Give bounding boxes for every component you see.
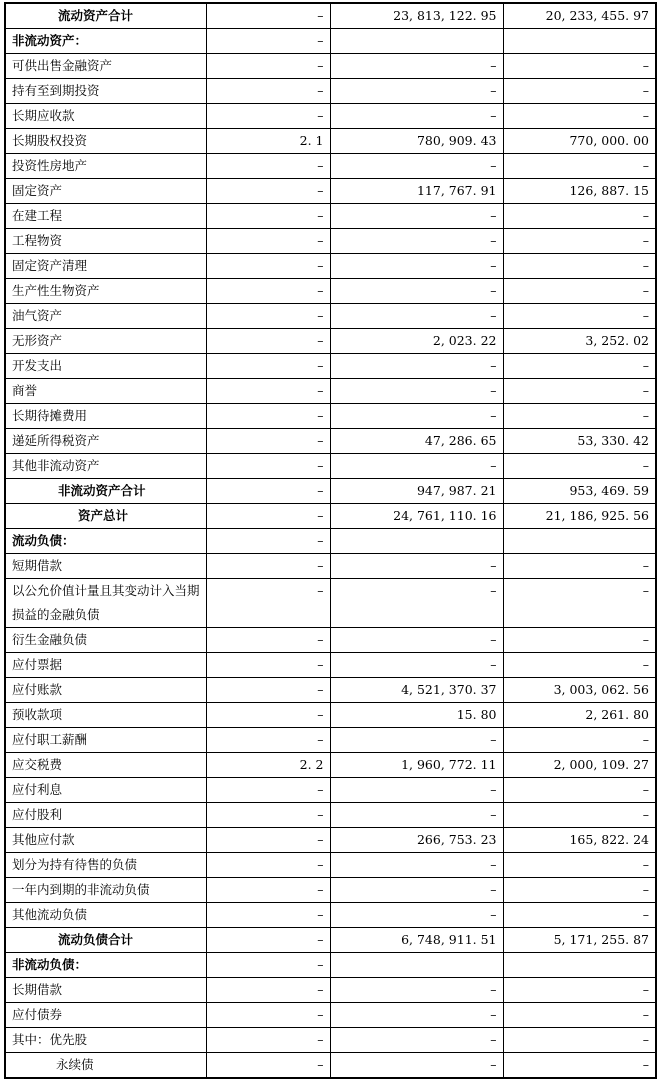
row-current-value: –: [330, 204, 503, 229]
row-current-value: –: [330, 1053, 503, 1079]
row-note: –: [206, 54, 330, 79]
table-row: [5, 878, 656, 903]
table-row: [5, 329, 656, 354]
row-current-value: 266, 753. 23: [330, 828, 503, 853]
table-row: [5, 579, 656, 628]
row-label: 非流动资产：: [5, 29, 206, 54]
row-note: –: [206, 79, 330, 104]
row-note: –: [206, 1028, 330, 1053]
row-current-value: –: [330, 104, 503, 129]
row-prior-value: 3, 003, 062. 56: [503, 678, 656, 703]
row-note: –: [206, 978, 330, 1003]
row-label: 其他非流动资产: [5, 454, 206, 479]
row-prior-value: 3, 252. 02: [503, 329, 656, 354]
row-prior-value: –: [503, 54, 656, 79]
row-label: 应付职工薪酬: [5, 728, 206, 753]
row-label: 应付票据: [5, 653, 206, 678]
row-prior-value: –: [503, 104, 656, 129]
row-note: –: [206, 479, 330, 504]
row-current-value: –: [330, 853, 503, 878]
row-prior-value: –: [503, 229, 656, 254]
row-prior-value: 5, 171, 255. 87: [503, 928, 656, 953]
row-label: 油气资产: [5, 304, 206, 329]
table-row: [5, 179, 656, 204]
row-note: –: [206, 853, 330, 878]
table-row: [5, 3, 656, 29]
row-prior-value: 126, 887. 15: [503, 179, 656, 204]
row-label: 资产总计: [5, 504, 206, 529]
table-row: [5, 728, 656, 753]
row-current-value: 947, 987. 21: [330, 479, 503, 504]
row-current-value: –: [330, 978, 503, 1003]
table-row: [5, 354, 656, 379]
row-label: 非流动资产合计: [5, 479, 206, 504]
table-row: [5, 1028, 656, 1053]
row-note: –: [206, 279, 330, 304]
table-row: [5, 129, 656, 154]
row-current-value: –: [330, 778, 503, 803]
row-current-value: –: [330, 903, 503, 928]
table-row: [5, 753, 656, 778]
table-row: [5, 204, 656, 229]
table-row: [5, 853, 656, 878]
row-label: 一年内到期的非流动负债: [5, 878, 206, 903]
row-prior-value: –: [503, 554, 656, 579]
row-prior-value: –: [503, 728, 656, 753]
table-row: [5, 454, 656, 479]
table-row: [5, 1053, 656, 1079]
row-prior-value: –: [503, 79, 656, 104]
row-current-value: 15. 80: [330, 703, 503, 728]
row-note: –: [206, 179, 330, 204]
row-prior-value: [503, 953, 656, 978]
row-label: 投资性房地产: [5, 154, 206, 179]
row-current-value: –: [330, 54, 503, 79]
row-prior-value: –: [503, 653, 656, 678]
table-row: [5, 554, 656, 579]
row-current-value: 2, 023. 22: [330, 329, 503, 354]
row-current-value: –: [330, 304, 503, 329]
balance-sheet-table: [4, 2, 657, 1079]
row-current-value: –: [330, 154, 503, 179]
row-label: 商誉: [5, 379, 206, 404]
row-label: 生产性生物资产: [5, 279, 206, 304]
row-prior-value: –: [503, 1003, 656, 1028]
row-note: –: [206, 1053, 330, 1079]
row-note: –: [206, 928, 330, 953]
row-current-value: –: [330, 579, 503, 628]
row-prior-value: 165, 822. 24: [503, 828, 656, 853]
row-note: –: [206, 554, 330, 579]
row-current-value: –: [330, 404, 503, 429]
row-current-value: –: [330, 728, 503, 753]
row-label: 固定资产: [5, 179, 206, 204]
row-note: –: [206, 803, 330, 828]
row-current-value: 47, 286. 65: [330, 429, 503, 454]
row-prior-value: –: [503, 454, 656, 479]
row-current-value: 117, 767. 91: [330, 179, 503, 204]
row-note: –: [206, 3, 330, 29]
table-row: [5, 54, 656, 79]
row-current-value: 4, 521, 370. 37: [330, 678, 503, 703]
row-current-value: 780, 909. 43: [330, 129, 503, 154]
row-prior-value: –: [503, 379, 656, 404]
row-label: 其中：优先股: [5, 1028, 206, 1053]
row-prior-value: –: [503, 803, 656, 828]
row-note: –: [206, 828, 330, 853]
table-row: [5, 1003, 656, 1028]
row-current-value: –: [330, 1028, 503, 1053]
table-row: [5, 778, 656, 803]
table-row: [5, 79, 656, 104]
row-note: –: [206, 29, 330, 54]
row-label: 长期应收款: [5, 104, 206, 129]
row-note: –: [206, 429, 330, 454]
row-note: –: [206, 154, 330, 179]
row-prior-value: [503, 29, 656, 54]
row-current-value: 24, 761, 110. 16: [330, 504, 503, 529]
row-note: –: [206, 903, 330, 928]
row-current-value: –: [330, 279, 503, 304]
row-prior-value: 770, 000. 00: [503, 129, 656, 154]
row-note: 2. 2: [206, 753, 330, 778]
row-note: –: [206, 1003, 330, 1028]
table-row: [5, 429, 656, 454]
row-current-value: [330, 529, 503, 554]
row-note: –: [206, 778, 330, 803]
row-label: 递延所得税资产: [5, 429, 206, 454]
row-current-value: 1, 960, 772. 11: [330, 753, 503, 778]
row-prior-value: –: [503, 279, 656, 304]
row-label: 在建工程: [5, 204, 206, 229]
row-label: 长期股权投资: [5, 129, 206, 154]
row-prior-value: 2, 261. 80: [503, 703, 656, 728]
row-label: 应付账款: [5, 678, 206, 703]
balance-sheet-body: [5, 3, 656, 1078]
row-current-value: 23, 813, 122. 95: [330, 3, 503, 29]
row-note: –: [206, 379, 330, 404]
row-note: –: [206, 504, 330, 529]
row-current-value: –: [330, 254, 503, 279]
row-note: –: [206, 354, 330, 379]
row-prior-value: [503, 529, 656, 554]
table-row: [5, 953, 656, 978]
row-note: –: [206, 653, 330, 678]
table-row: [5, 154, 656, 179]
table-row: [5, 628, 656, 653]
row-label: 流动负债合计: [5, 928, 206, 953]
row-current-value: 6, 748, 911. 51: [330, 928, 503, 953]
table-row: [5, 978, 656, 1003]
row-label: 流动负债：: [5, 529, 206, 554]
table-row: [5, 678, 656, 703]
row-prior-value: 2, 000, 109. 27: [503, 753, 656, 778]
row-prior-value: –: [503, 1053, 656, 1079]
table-row: [5, 254, 656, 279]
row-current-value: [330, 953, 503, 978]
row-note: –: [206, 628, 330, 653]
row-note: –: [206, 579, 330, 628]
row-note: –: [206, 953, 330, 978]
table-row: [5, 803, 656, 828]
row-label: 应付利息: [5, 778, 206, 803]
table-row: [5, 279, 656, 304]
row-current-value: –: [330, 803, 503, 828]
row-current-value: –: [330, 79, 503, 104]
row-prior-value: –: [503, 154, 656, 179]
table-row: [5, 703, 656, 728]
row-prior-value: –: [503, 304, 656, 329]
row-prior-value: –: [503, 354, 656, 379]
table-row: [5, 379, 656, 404]
row-label: 无形资产: [5, 329, 206, 354]
row-note: –: [206, 678, 330, 703]
row-prior-value: –: [503, 853, 656, 878]
row-note: –: [206, 728, 330, 753]
table-row: [5, 104, 656, 129]
row-label: 长期借款: [5, 978, 206, 1003]
row-label: 可供出售金融资产: [5, 54, 206, 79]
row-label: 流动资产合计: [5, 3, 206, 29]
row-prior-value: –: [503, 204, 656, 229]
row-prior-value: –: [503, 1028, 656, 1053]
row-note: 2. 1: [206, 129, 330, 154]
row-current-value: –: [330, 354, 503, 379]
row-label: 工程物资: [5, 229, 206, 254]
table-row: [5, 504, 656, 529]
table-row: [5, 529, 656, 554]
row-note: –: [206, 454, 330, 479]
row-prior-value: –: [503, 778, 656, 803]
row-label: 应付股利: [5, 803, 206, 828]
row-current-value: –: [330, 454, 503, 479]
row-current-value: –: [330, 1003, 503, 1028]
row-note: –: [206, 878, 330, 903]
table-row: [5, 229, 656, 254]
table-row: [5, 653, 656, 678]
row-label: 应付债券: [5, 1003, 206, 1028]
row-label: 应交税费: [5, 753, 206, 778]
row-label: 固定资产清理: [5, 254, 206, 279]
row-prior-value: 953, 469. 59: [503, 479, 656, 504]
table-row: [5, 903, 656, 928]
table-row: [5, 29, 656, 54]
row-label: 非流动负债：: [5, 953, 206, 978]
row-prior-value: –: [503, 628, 656, 653]
row-prior-value: –: [503, 404, 656, 429]
row-label: 预收款项: [5, 703, 206, 728]
table-row: [5, 928, 656, 953]
row-label: 其他流动负债: [5, 903, 206, 928]
row-prior-value: –: [503, 254, 656, 279]
row-label: 开发支出: [5, 354, 206, 379]
row-label: 永续债: [5, 1053, 206, 1079]
row-note: –: [206, 329, 330, 354]
row-current-value: –: [330, 379, 503, 404]
row-label: 衍生金融负债: [5, 628, 206, 653]
table-row: [5, 479, 656, 504]
row-prior-value: 53, 330. 42: [503, 429, 656, 454]
row-current-value: –: [330, 229, 503, 254]
row-note: –: [206, 254, 330, 279]
row-prior-value: –: [503, 878, 656, 903]
row-current-value: [330, 29, 503, 54]
table-row: [5, 304, 656, 329]
row-note: –: [206, 404, 330, 429]
row-current-value: –: [330, 628, 503, 653]
row-current-value: –: [330, 653, 503, 678]
row-note: –: [206, 529, 330, 554]
row-label: 划分为持有待售的负债: [5, 853, 206, 878]
row-prior-value: –: [503, 579, 656, 628]
row-prior-value: –: [503, 978, 656, 1003]
row-note: –: [206, 703, 330, 728]
row-prior-value: 21, 186, 925. 56: [503, 504, 656, 529]
row-label: 其他应付款: [5, 828, 206, 853]
row-current-value: –: [330, 554, 503, 579]
row-prior-value: 20, 233, 455. 97: [503, 3, 656, 29]
row-prior-value: –: [503, 903, 656, 928]
row-note: –: [206, 204, 330, 229]
row-note: –: [206, 304, 330, 329]
row-label: 短期借款: [5, 554, 206, 579]
table-row: [5, 828, 656, 853]
table-row: [5, 404, 656, 429]
row-note: –: [206, 104, 330, 129]
row-label: 以公允价值计量且其变动计入当期损益的金融负债: [5, 579, 206, 628]
row-label: 长期待摊费用: [5, 404, 206, 429]
row-label: 持有至到期投资: [5, 79, 206, 104]
row-note: –: [206, 229, 330, 254]
row-current-value: –: [330, 878, 503, 903]
